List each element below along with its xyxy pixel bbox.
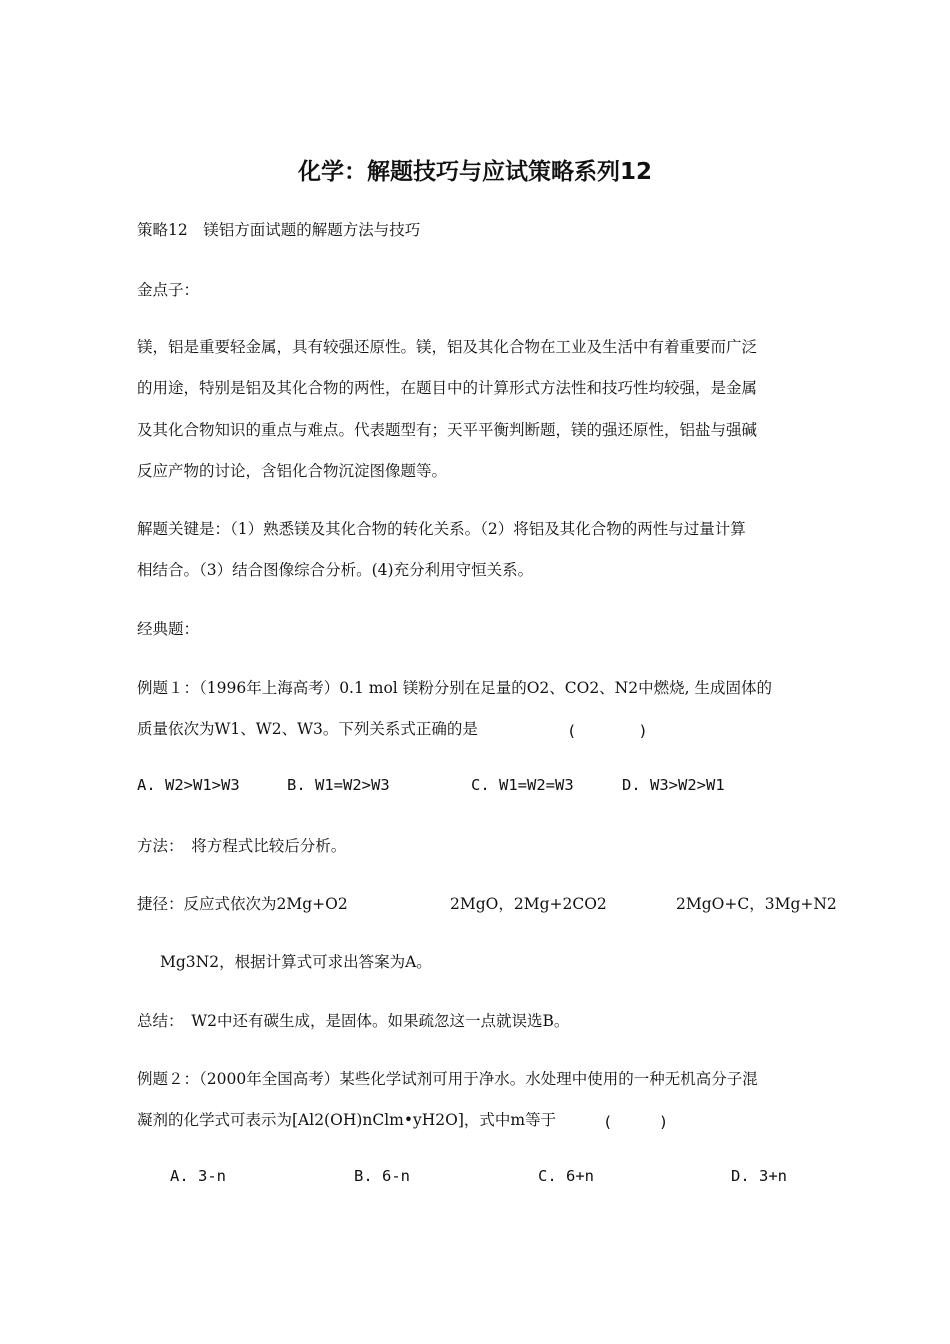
example1-line-2: 质量依次为W1、W2、W3。下列关系式正确的是 — [137, 720, 478, 738]
example1-option-d: D. W3>W2>W1 — [622, 776, 725, 794]
intro-line-2: 的用途，特别是铝及其化合物的两性，在题目中的计算形式方法性和技巧性均较强，是金属 — [137, 379, 758, 397]
example1-answer-bracket: ( ) — [567, 722, 648, 740]
example1-option-c: C. W1=W2=W3 — [471, 776, 574, 794]
example2-option-b: B. 6-n — [354, 1167, 410, 1185]
example1-summary: 总结： W2中还有碳生成，是固体。如果疏忽这一点就误选B。 — [137, 1012, 570, 1030]
example2-option-d: D. 3+n — [731, 1167, 787, 1185]
example1-shortcut-part-1: 捷径：反应式依次为2Mg+O2 — [137, 895, 348, 913]
example2-answer-bracket: ( ) — [603, 1113, 669, 1131]
example1-line-1: 例题１：（1996年上海高考）0.1 mol 镁粉分别在足量的O2、CO2、N2中燃烧, 生成固体的 — [137, 679, 772, 697]
classic-heading: 经典题： — [137, 620, 200, 638]
example1-shortcut-part-3: 2MgO+C，3Mg+N2 — [676, 895, 837, 913]
example1-shortcut-continued: Mg3N2，根据计算式可求出答案为A。 — [160, 953, 432, 971]
example2-option-a: A. 3-n — [170, 1167, 226, 1185]
intro-line-4: 反应产物的讨论，含铝化合物沉淀图像题等。 — [137, 462, 448, 480]
key-points-line-1: 解题关键是：（1）熟悉镁及其化合物的转化关系。（2）将铝及其化合物的两性与过量计算 — [137, 520, 746, 538]
gold-points-heading: 金点子： — [137, 281, 200, 299]
page-title: 化学：解题技巧与应试策略系列12 — [297, 159, 652, 185]
example2-option-c: C. 6+n — [538, 1167, 594, 1185]
key-points-line-2: 相结合。（3）结合图像综合分析。(4)充分利用守恒关系。 — [137, 561, 534, 579]
intro-line-1: 镁，铝是重要轻金属，具有较强还原性。镁，铝及其化合物在工业及生活中有着重要而广泛 — [137, 338, 758, 356]
example1-option-b: B. W1=W2>W3 — [287, 776, 390, 794]
example2-line-2: 凝剂的化学式可表示为[Al2(OH)nClm•yH2O]，式中m等于 — [137, 1111, 557, 1129]
example1-option-a: A. W2>W1>W3 — [137, 776, 240, 794]
intro-line-3: 及其化合物知识的重点与难点。代表题型有；天平平衡判断题，镁的强还原性，铝盐与强碱 — [137, 421, 758, 439]
strategy-subtitle: 策略12 镁铝方面试题的解题方法与技巧 — [137, 221, 421, 239]
example2-line-1: 例题２：（2000年全国高考）某些化学试剂可用于净水。水处理中使用的一种无机高分子混 — [137, 1070, 758, 1088]
example1-method: 方法： 将方程式比较后分析。 — [137, 837, 347, 855]
example1-shortcut-part-2: 2MgO，2Mg+2CO2 — [450, 895, 607, 913]
